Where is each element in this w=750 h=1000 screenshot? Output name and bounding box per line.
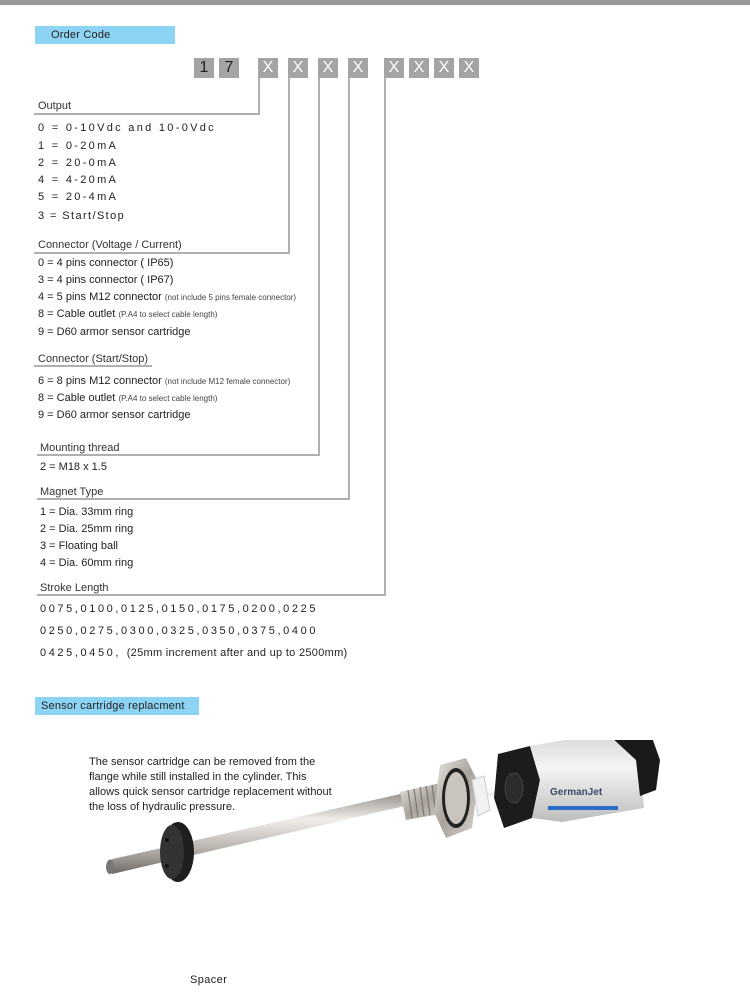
connector-vc-option: 3 = 4 pins connector ( IP67) <box>38 274 174 286</box>
output-option: 1 = 0-20mA <box>38 140 119 152</box>
underline-connector-ss <box>34 365 152 367</box>
connector-ss-title: Connector (Start/Stop) <box>38 353 149 365</box>
code-stroke-1: X <box>384 58 404 78</box>
connector-vc-option: 4 = 5 pins M12 connector (not include 5 pins female connector) <box>38 291 297 303</box>
magnet-type-option: 4 = Dia. 60mm ring <box>40 557 134 569</box>
code-stroke-4: X <box>459 58 479 78</box>
code-stroke-2: X <box>409 58 429 78</box>
underline-stroke <box>37 594 386 596</box>
connector-line-magnet <box>348 78 350 500</box>
magnet-type-option: 1 = Dia. 33mm ring <box>40 506 134 518</box>
svg-text:GermanJet: GermanJet <box>550 787 603 798</box>
connector-vc-title: Connector (Voltage / Current) <box>38 239 182 251</box>
connector-vc-option: 9 = D60 armor sensor cartridge <box>38 326 191 338</box>
code-digit-2: 7 <box>219 58 239 78</box>
output-option: 0 = 0-10Vdc and 10-0Vdc <box>38 122 216 134</box>
code-connector: X <box>288 58 308 78</box>
stroke-length-title: Stroke Length <box>40 582 109 594</box>
sensor-replacement-description: The sensor cartridge can be removed from the flange while still installed in the cylinder. This allows quick sensor cartridge replacement without the loss of hydraulic pressure. <box>89 756 332 813</box>
order-code-tag: Order Code <box>35 26 175 44</box>
mounting-thread-option: 2 = M18 x 1.5 <box>40 461 107 473</box>
stroke-values-line: 0425,0450, (25mm increment after and up to 2500mm) <box>40 647 348 659</box>
magnet-type-option: 2 = Dia. 25mm ring <box>40 523 134 535</box>
underline-mounting <box>37 454 320 456</box>
underline-output <box>34 113 260 115</box>
connector-ss-option: 8 = Cable outlet (P.A4 to select cable length) <box>38 392 218 404</box>
output-title: Output <box>38 100 72 112</box>
magnet-type-option: 3 = Floating ball <box>40 540 118 552</box>
underline-magnet <box>37 498 350 500</box>
code-output: X <box>258 58 278 78</box>
output-option: 4 = 4-20mA <box>38 174 119 186</box>
mounting-thread-title: Mounting thread <box>40 442 120 454</box>
magnet-type-title: Magnet Type <box>40 486 104 498</box>
top-bar <box>0 0 750 5</box>
output-option: 5 = 20-4mA <box>38 191 119 203</box>
underline-connector-vc <box>34 252 290 254</box>
sensor-product-image <box>100 740 660 970</box>
spacer-label: Spacer <box>190 974 228 986</box>
connector-line-output <box>258 78 260 115</box>
connector-line-connector <box>288 78 290 254</box>
connector-vc-option: 0 = 4 pins connector ( IP65) <box>38 257 174 269</box>
code-digit-1: 1 <box>194 58 214 78</box>
output-option: 2 = 20-0mA <box>38 157 119 169</box>
connector-line-stroke <box>384 78 386 596</box>
connector-line-mounting <box>318 78 320 456</box>
connector-ss-option: 6 = 8 pins M12 connector (not include M12 female connector) <box>38 375 291 387</box>
code-magnet: X <box>348 58 368 78</box>
sensor-replacement-tag: Sensor cartridge replacment <box>35 697 199 715</box>
connector-vc-option: 8 = Cable outlet (P.A4 to select cable length) <box>38 308 218 320</box>
code-stroke-3: X <box>434 58 454 78</box>
connector-ss-option: 9 = D60 armor sensor cartridge <box>38 409 191 421</box>
stroke-values-line: 0075,0100,0125,0150,0175,0200,0225 <box>40 603 319 615</box>
stroke-values-line: 0250,0275,0300,0325,0350,0375,0400 <box>40 625 319 637</box>
code-mounting: X <box>318 58 338 78</box>
output-option: 3 = Start/Stop <box>38 210 126 222</box>
